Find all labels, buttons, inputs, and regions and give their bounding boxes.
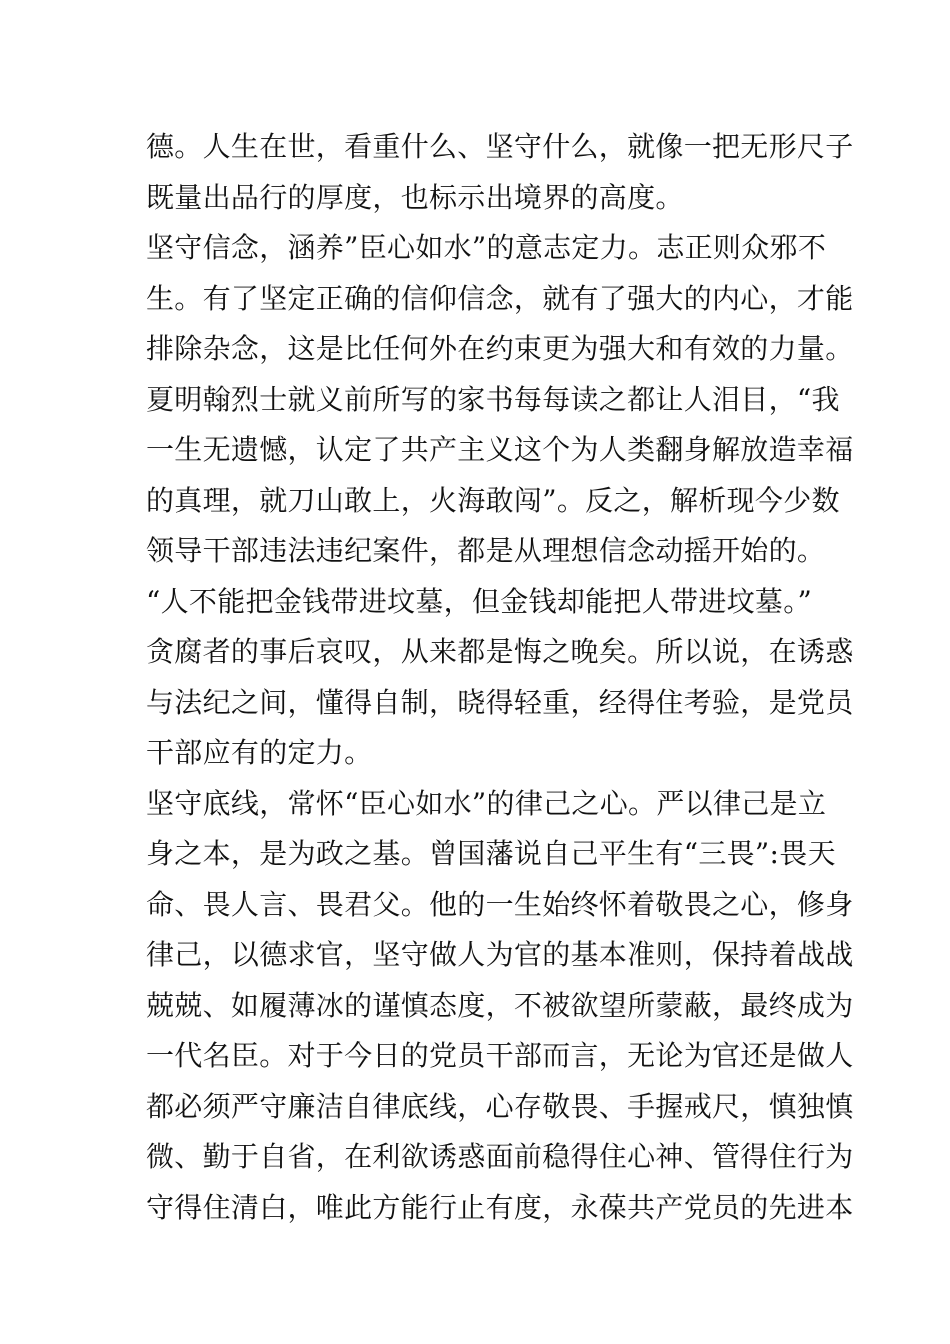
text-line: “人不能把金钱带进坟墓，但金钱却能把人带进坟墓。”: [146, 584, 813, 618]
text-line: 坚守底线，常怀“臣心如水”的律己之心。严以律己是立: [146, 786, 827, 820]
text-line: 的真理，就刀山敢上，火海敢闯”。反之，解析现今少数: [146, 483, 840, 517]
text-line: 与法纪之间，懂得自制，晓得轻重，经得住考验，是党员: [146, 685, 854, 719]
text-line: 夏明翰烈士就义前所写的家书每每读之都让人泪目，“我: [146, 382, 840, 416]
text-line: 微、勤于自省，在利欲诱惑面前稳得住心神、管得住行为: [146, 1140, 854, 1173]
text-line: 排除杂念，这是比任何外在约束更为强大和有效的力量。: [146, 332, 854, 365]
text-line: 一代名臣。对于今日的党员干部而言，无论为官还是做人: [146, 1039, 854, 1072]
text-line: 一生无遗憾，认定了共产主义这个为人类翻身解放造幸福: [146, 433, 854, 466]
text-line: 干部应有的定力。: [146, 736, 373, 769]
text-line: 生。有了坚定正确的信仰信念，就有了强大的内心，才能: [146, 281, 854, 315]
text-line: 守得住清白，唯此方能行止有度，永葆共产党员的先进本: [146, 1190, 854, 1224]
body-text: [146, 122, 854, 1233]
text-line: 德。人生在世，看重什么、坚守什么，就像一把无形尺子: [146, 130, 854, 163]
text-line: 兢兢、如履薄冰的谨慎态度，不被欲望所蒙蔽，最终成为: [146, 988, 854, 1022]
text-line: 领导干部违法违纪案件，都是从理想信念动摇开始的。: [146, 534, 826, 567]
text-line: 都必须严守廉洁自律底线，心存敬畏、手握戒尺，慎独慎: [146, 1089, 854, 1123]
text-line: 命、畏人言、畏君父。他的一生始终怀着敬畏之心，修身: [146, 887, 854, 921]
text-line: 贪腐者的事后哀叹，从来都是悔之晚矣。所以说，在诱惑: [146, 635, 854, 668]
text-line: 坚守信念，涵养”臣心如水”的意志定力。志正则众邪不: [146, 231, 827, 264]
text-line: 律己，以德求官，坚守做人为官的基本准则，保持着战战: [146, 938, 854, 971]
text-line: 身之本，是为政之基。曾国藩说自己平生有“三畏”:畏天: [146, 837, 836, 870]
text-line: 既量出品行的厚度，也标示出境界的高度。: [146, 180, 684, 214]
